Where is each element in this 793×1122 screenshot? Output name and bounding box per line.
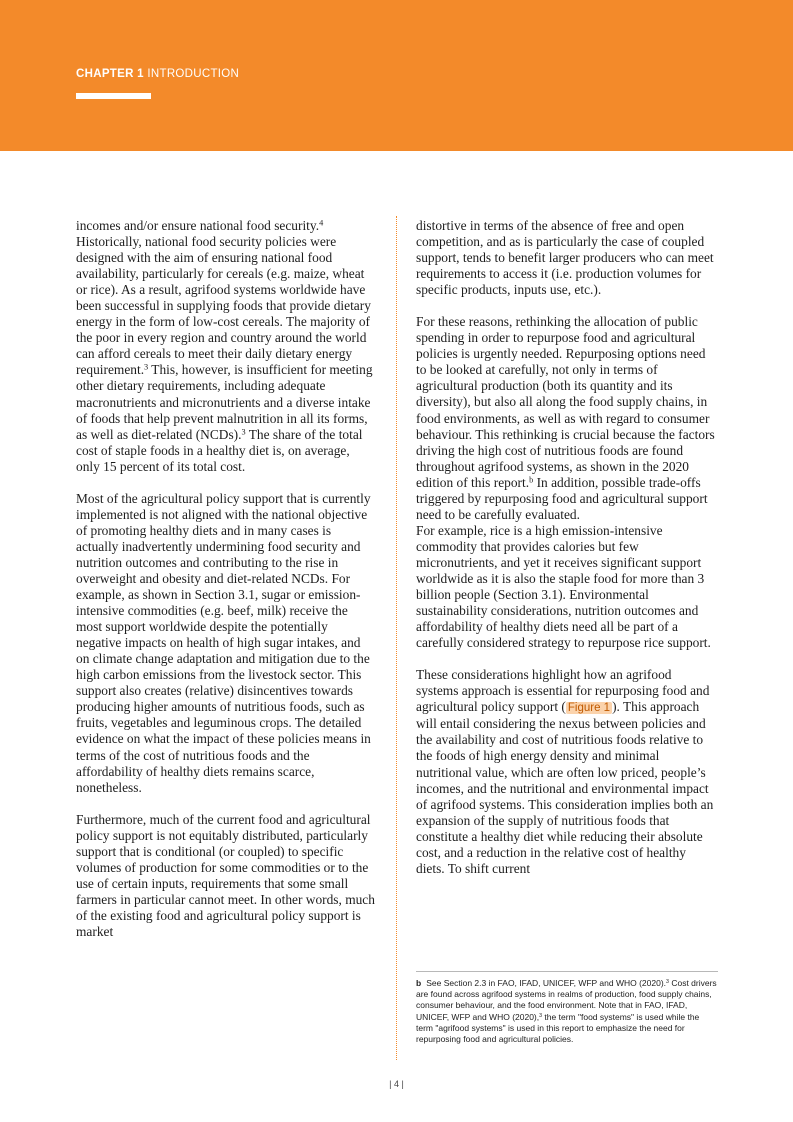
- page-number: | 4 |: [389, 1079, 404, 1089]
- text-span: For example, rice is a high emission-intensive commodity that provides calories but few micronutrients, and yet it receives significant support worldwide as it is also the staple food for more than 3 billion people (Section 3.1). Environmental sustainability considerations, nutrition outcomes and affordability of healthy diets need all be part of a carefully considered strategy to repurpose rice support.: [416, 522, 711, 651]
- citation-marker: 3: [539, 1012, 543, 1019]
- chapter-label: [76, 68, 239, 80]
- chapter-number: CHAPTER 1: [76, 68, 144, 80]
- citation-marker: 3: [241, 427, 246, 437]
- left-paragraph-2: Most of the agricultural policy support that is currently implemented is not aligned with the national objective of promoting healthy diets and in many cases is actually inadvertently undermining food security and nutrition outcomes and contributing to the rise in overweight and obesity and diet-related NCDs. For example, as shown in Section 3.1, sugar or emission-intensive commodities (e.g. beef, milk) receive the most support worldwide despite the potentially negative impacts on health of high sugar intakes, and on climate change adaptation and mitigation due to the high carbon emissions from the livestock sector. This support also creates (relative) disincentives towards producing higher amounts of nutritious foods, such as fruits, vegetables and leguminous crops. The detailed evidence on what the impact of these policies means in terms of the cost of nutritious foods and the affordability of healthy diets remains scarce, nonetheless.: [76, 490, 371, 795]
- figure-1-link[interactable]: Figure 1: [567, 702, 611, 715]
- text-span: Cost drivers are found across agrifood systems in realms of production, food supply chains, consumer behaviour, and the food environment. Note that in FAO, IFAD, UNICEF, WFP and WHO (2020),: [416, 978, 717, 1022]
- left-paragraph-1: [76, 218, 376, 475]
- chapter-title: INTRODUCTION: [147, 68, 240, 80]
- right-text-column: [416, 218, 716, 877]
- footnote: [416, 978, 718, 1045]
- right-paragraph-1: distortive in terms of the absence of free and open competition, and as is particularly the case of coupled support, tends to benefit larger producers who can meet requirements to access it (i.e. production volumes for specific products, inputs use, etc.).: [416, 218, 714, 298]
- text-span: incomes and/or ensure national food security.: [76, 218, 320, 233]
- footnote-marker: b: [529, 475, 534, 485]
- text-span: This, however, is insufficient for meeting other dietary requirements, including adequate macronutrients and micronutrients and a diverse intake of foods that help prevent malnutrition in all its forms, as well as diet-related (NCDs).: [76, 362, 373, 442]
- left-paragraph-3: Furthermore, much of the current food and agricultural policy support is not equitably distributed, particularly support that is conditional (or coupled) to specific volumes of production for some commodities or to the use of certain inputs, requirements that some small farmers in particular cannot meet. In other words, much of the existing food and agricultural policy support is market: [76, 811, 375, 939]
- text-span: In addition, possible trade-offs triggered by repurposing food and agricultural support need to be carefully evaluated.: [416, 474, 708, 522]
- text-span: For these reasons, rethinking the allocation of public spending in order to repurpose food and agricultural policies is urgently needed. Repurposing options need to be looked at carefully, not only in terms of agricultural production (both its quantity and its diversity), but also all along the food supply chains, in food environments, as well as with regard to consumer behaviour. This rethinking is crucial because the factors driving the high cost of nutritious foods are found throughout agrifood systems, as shown in the 2020 edition of this report.: [416, 314, 715, 490]
- footnote-divider: [416, 971, 718, 972]
- right-paragraph-3: [416, 667, 716, 877]
- citation-marker: 4: [319, 218, 324, 228]
- citation-marker: 3: [144, 362, 149, 372]
- text-span: the term "food systems" is used while the term "agrifood systems" is used in this report to emphasize the need for repurposing food and agricultural policies.: [416, 1011, 700, 1045]
- text-span: These considerations highlight how an agrifood systems approach is essential for repurposing food and agricultural policy support (: [416, 667, 710, 715]
- right-paragraph-2: [416, 314, 716, 651]
- text-span: The share of the total cost of staple foods in a healthy diet is, on average, only 15 percent of its total cost.: [76, 426, 363, 474]
- text-span: ). This approach will entail considering the nexus between policies and the availability and cost of nutritious foods relative to the foods of high energy density and minimal nutritional value, which are often low priced, people’s incomes, and the nutritional and environmental impact of agrifood systems. This consideration implies both an expansion of the supply of nutritious foods that constitute a healthy diet while reducing their absolute cost, and a reduction in the relative cost of healthy diets. To shift current: [416, 699, 714, 876]
- left-text-column: [76, 218, 376, 940]
- citation-marker: 3: [666, 979, 669, 986]
- text-span: Historically, national food security policies were designed with the aim of ensuring national food availability, particularly for cereals (e.g. maize, wheat or rice). As a result, agrifood systems worldwide have been successful in supplying foods that provide dietary energy in the form of low-cost cereals. The majority of the poor in every region and country around the world can afford cereals to meet their daily dietary energy requirement.: [76, 234, 371, 378]
- footnote-marker: b: [416, 978, 422, 988]
- column-divider: [396, 216, 397, 1060]
- text-span: See Section 2.3 in FAO, IFAD, UNICEF, WFP and WHO (2020).: [426, 978, 667, 988]
- chapter-underline-bar: [76, 93, 151, 99]
